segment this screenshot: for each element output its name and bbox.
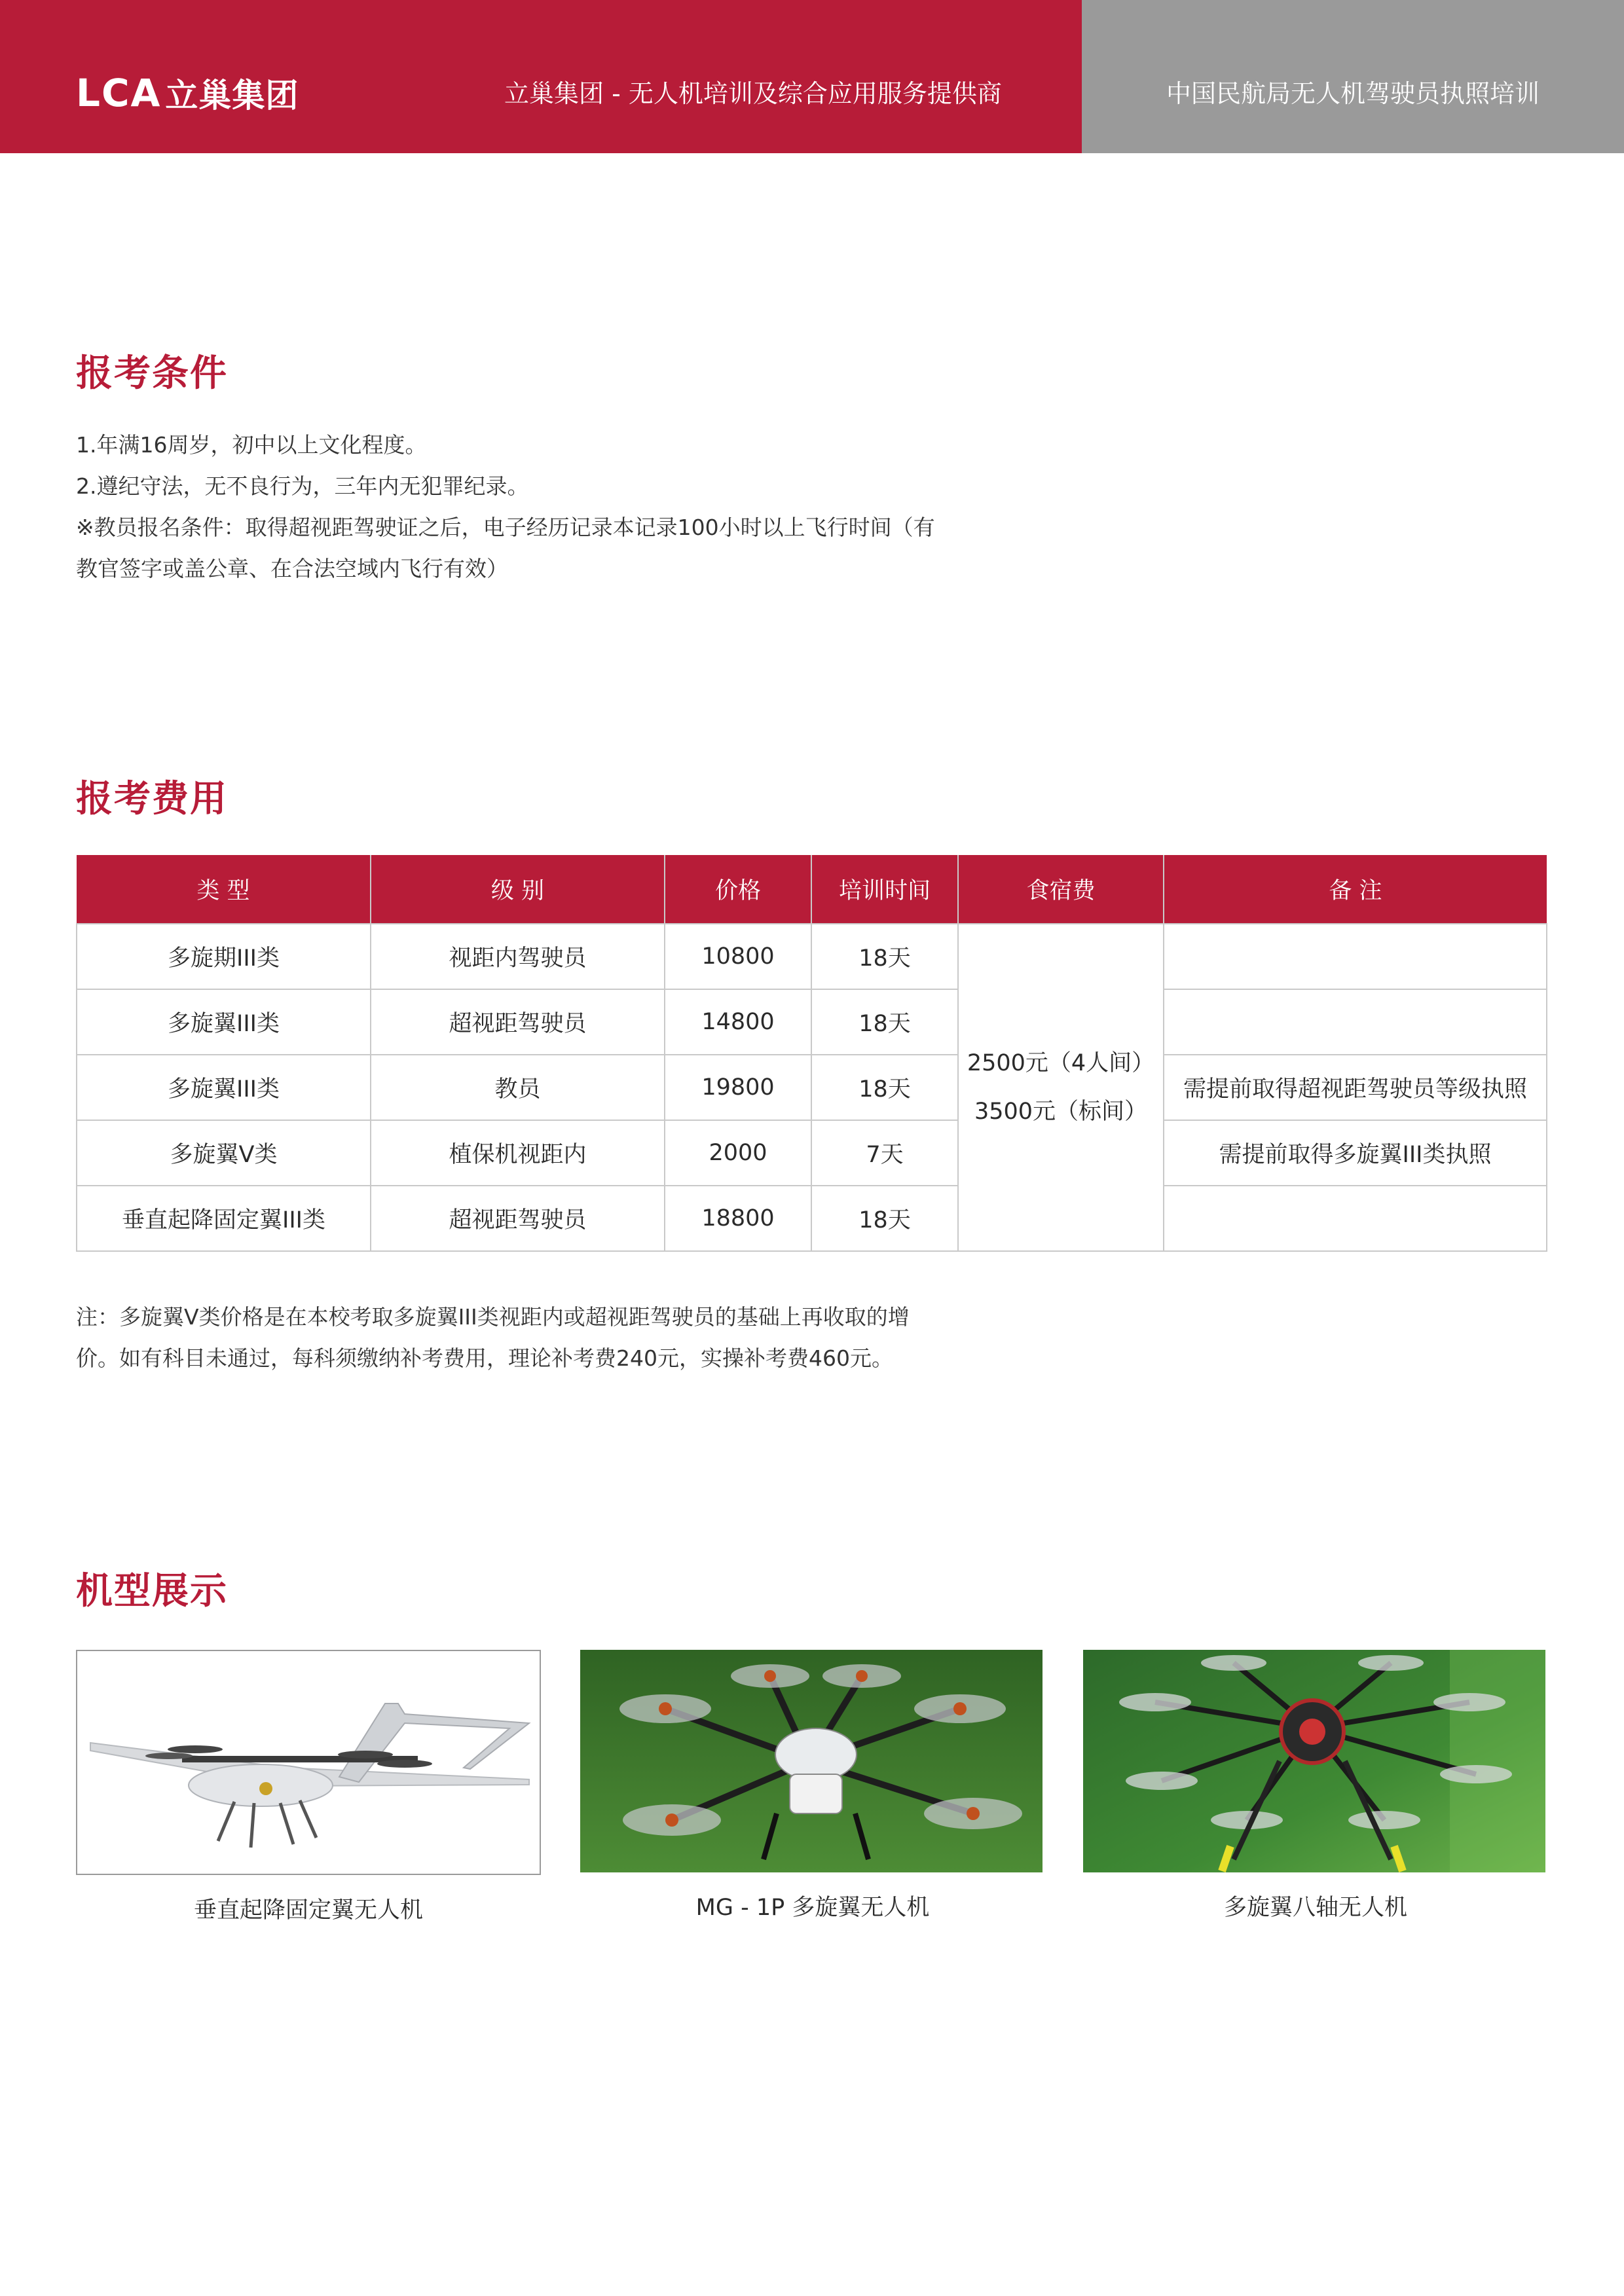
- octocopter-drone-icon: [1083, 1650, 1545, 1872]
- meal-fee-line: 2500元（4人间）: [967, 1050, 1155, 1076]
- models-title: 机型展示: [76, 1570, 228, 1613]
- model-caption: 多旋翼八轴无人机: [1223, 1895, 1407, 1921]
- cell-price: 19800: [665, 1055, 811, 1120]
- requirement-line: ※教员报名条件：取得超视距驾驶证之后，电子经历记录本记录100小时以上飞行时间（有: [76, 515, 935, 540]
- requirement-line: 1.年满16周岁，初中以上文化程度。: [76, 432, 427, 458]
- note-line: 价。如有科目未通过，每科须缴纳补考费用，理论补考费240元，实操补考费460元。: [76, 1345, 893, 1371]
- cell-level: 超视距驾驶员: [371, 1186, 665, 1251]
- cell-type: 多旋期III类: [77, 924, 371, 989]
- table-row: [77, 1055, 1547, 1120]
- fees-note: [76, 1296, 1098, 1379]
- meal-fee-line: 3500元（标间）: [974, 1099, 1148, 1125]
- cell-type: 多旋翼III类: [77, 989, 371, 1055]
- table-row: [77, 924, 1547, 989]
- model-caption: MG - 1P 多旋翼无人机: [695, 1895, 930, 1921]
- cell-remark: [1164, 989, 1547, 1055]
- requirements-list: [76, 424, 1098, 589]
- cell-level: 视距内驾驶员: [371, 924, 665, 989]
- cell-duration: 18天: [811, 1186, 958, 1251]
- model-card-hexacopter: [580, 1650, 1045, 1922]
- requirement-line: 2.遵纪守法，无不良行为，三年内无犯罪纪录。: [76, 473, 529, 499]
- note-line: 注：多旋翼V类价格是在本校考取多旋翼III类视距内或超视距驾驶员的基础上再收取的增: [76, 1304, 910, 1330]
- header-right-title: 中国民航局无人机驾驶员执照培训: [1166, 79, 1540, 108]
- requirements-title: 报考条件: [76, 352, 228, 395]
- header-remark: 备 注: [1164, 855, 1547, 924]
- vtol-fixed-wing-drone-icon: [76, 1650, 541, 1875]
- cell-level: 植保机视距内: [371, 1120, 665, 1186]
- cell-price: 2000: [665, 1120, 811, 1186]
- table-header-row: [77, 855, 1547, 924]
- logo-cn-text: 立巢集团: [165, 77, 299, 115]
- cell-duration: 18天: [811, 924, 958, 989]
- cell-level: 教员: [371, 1055, 665, 1120]
- header-level: 级 别: [371, 855, 665, 924]
- cell-type: 多旋翼Ⅴ类: [77, 1120, 371, 1186]
- cell-remark: 需提前取得超视距驾驶员等级执照: [1164, 1055, 1547, 1120]
- cell-remark: 需提前取得多旋翼III类执照: [1164, 1120, 1547, 1186]
- cell-price: 10800: [665, 924, 811, 989]
- fees-table: [76, 855, 1547, 1252]
- cell-remark: [1164, 1186, 1547, 1251]
- cell-price: 14800: [665, 989, 811, 1055]
- logo-lca-text: LCA: [76, 71, 162, 115]
- cell-meal-fee: [958, 924, 1164, 1251]
- header-slogan: 立巢集团 - 无人机培训及综合应用服务提供商: [504, 79, 1002, 108]
- page-header: [0, 0, 1624, 153]
- cell-type: 多旋翼III类: [77, 1055, 371, 1120]
- cell-duration: 7天: [811, 1120, 958, 1186]
- header-duration: 培训时间: [811, 855, 958, 924]
- cell-price: 18800: [665, 1186, 811, 1251]
- fees-title: 报考费用: [76, 778, 228, 820]
- header-type: 类 型: [77, 855, 371, 924]
- table-row: [77, 989, 1547, 1055]
- model-card-vtol: [76, 1650, 541, 1925]
- cell-duration: 18天: [811, 989, 958, 1055]
- cell-type: 垂直起降固定翼III类: [77, 1186, 371, 1251]
- company-logo: [76, 73, 299, 113]
- cell-remark: [1164, 924, 1547, 989]
- table-row: [77, 1120, 1547, 1186]
- requirement-line: 教官签字或盖公章、在合法空域内飞行有效）: [76, 556, 508, 581]
- hexacopter-drone-icon: [580, 1650, 1043, 1872]
- model-card-octocopter: [1083, 1650, 1548, 1922]
- header-price: 价格: [665, 855, 811, 924]
- cell-duration: 18天: [811, 1055, 958, 1120]
- model-caption: 垂直起降固定翼无人机: [193, 1897, 423, 1923]
- cell-level: 超视距驾驶员: [371, 989, 665, 1055]
- header-meal: 食宿费: [958, 855, 1164, 924]
- table-row: [77, 1186, 1547, 1251]
